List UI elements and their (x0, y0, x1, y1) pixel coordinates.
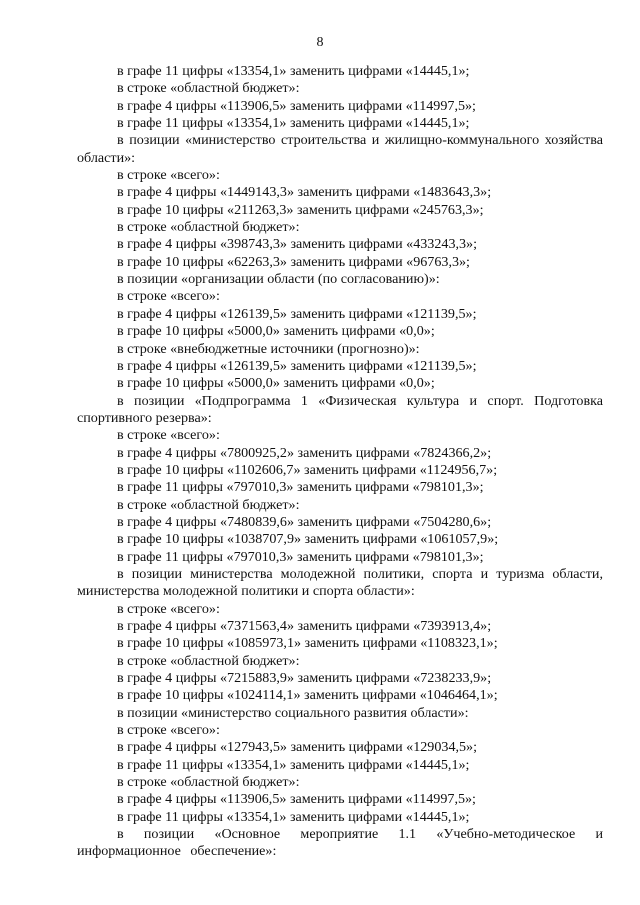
text-line: в графе 10 цифры «1102606,7» заменить цифрами «1124956,7»; (117, 461, 498, 478)
text-line: в позиции «министерство социального развития области»: (117, 704, 469, 721)
text-line: в графе 4 цифры «113906,5» заменить цифрами «114997,5»; (117, 97, 476, 114)
text-line: в графе 4 цифры «127943,5» заменить цифрами «129034,5»; (117, 739, 478, 756)
text-line: в графе 10 цифры «1038707,9» заменить цифрами «1061057,9»; (117, 531, 499, 548)
text-line: в строке «всего»: (117, 167, 220, 184)
text-line: в графе 4 цифры «7480839,6» заменить цифрами «7504280,6»; (117, 513, 492, 530)
text-line: в строке «областной бюджет»: (117, 496, 300, 513)
text-line: в строке «всего»: (117, 600, 220, 617)
text-line: в графе 4 цифры «1449143,3» заменить цифрами «1483643,3»; (117, 184, 492, 201)
text-line: в графе 10 цифры «5000,0» заменить цифрами «0,0»; (117, 323, 435, 340)
text-paragraph: в позиции «министерство строительства и жилищно-коммунального хозяйства области»: (77, 132, 603, 166)
text-line: в графе 10 цифры «62263,3» заменить цифрами «96763,3»; (117, 253, 470, 270)
text-line: в строке «всего»: (117, 288, 220, 305)
text-line: в графе 10 цифры «1024114,1» заменить цифрами «1046464,1»; (117, 687, 498, 704)
document-body (77, 63, 603, 861)
text-line: в графе 4 цифры «7215883,9» заменить цифрами «7238233,9»; (117, 670, 492, 687)
text-line: в графе 4 цифры «398743,3» заменить цифрами «433243,3»; (117, 236, 478, 253)
text-line: в графе 10 цифры «1085973,1» заменить цифрами «1108323,1»; (117, 635, 498, 652)
text-line: в графе 4 цифры «113906,5» заменить цифрами «114997,5»; (117, 791, 476, 808)
text-paragraph: в позиции министерства молодежной политики, спорта и туризма области, министерства молодежной политики и спорта области»: (77, 565, 603, 600)
text-line: в графе 10 цифры «5000,0» заменить цифрами «0,0»; (117, 375, 435, 392)
text-line: в графе 11 цифры «797010,3» заменить цифрами «798101,3»; (117, 479, 484, 496)
text-line: в графе 4 цифры «126139,5» заменить цифрами «121139,5»; (117, 305, 477, 322)
text-line: в строке «областной бюджет»: (117, 652, 300, 669)
text-line: в графе 4 цифры «126139,5» заменить цифрами «121139,5»; (117, 357, 477, 374)
text-line: в графе 4 цифры «7371563,4» заменить цифрами «7393913,4»; (117, 618, 492, 634)
text-line: в позиции «организации области (по согласованию)»: (117, 271, 440, 288)
text-line: в графе 11 цифры «13354,1» заменить цифрами «14445,1»; (117, 808, 470, 825)
text-line: в графе 11 цифры «13354,1» заменить цифрами «14445,1»; (117, 63, 470, 79)
text-paragraph: в позиции «Основное мероприятие 1.1 «Учебно-методическое и информационное обеспечение»: (77, 826, 603, 860)
text-line: в строке «областной бюджет»: (117, 80, 300, 97)
text-line: в графе 11 цифры «13354,1» заменить цифрами «14445,1»; (117, 115, 470, 132)
text-line: в строке «всего»: (117, 722, 220, 739)
text-line: в графе 11 цифры «797010,3» заменить цифрами «798101,3»; (117, 548, 484, 565)
text-line: в графе 4 цифры «7800925,2» заменить цифрами «7824366,2»; (117, 444, 492, 461)
text-line: в строке «областной бюджет»: (117, 219, 300, 236)
text-line: в строке «внебюджетные источники (прогнозно)»: (117, 340, 420, 357)
text-line: в графе 10 цифры «211263,3» заменить цифрами «245763,3»; (117, 201, 484, 218)
text-line: в графе 11 цифры «13354,1» заменить цифрами «14445,1»; (117, 756, 470, 773)
text-line: в строке «всего»: (117, 427, 220, 444)
text-line: в строке «областной бюджет»: (117, 774, 300, 791)
text-paragraph: в позиции «Подпрограмма 1 «Физическая культура и спорт. Подготовка спортивного резерва»: (77, 392, 603, 426)
page-number: 8 (316, 35, 324, 50)
